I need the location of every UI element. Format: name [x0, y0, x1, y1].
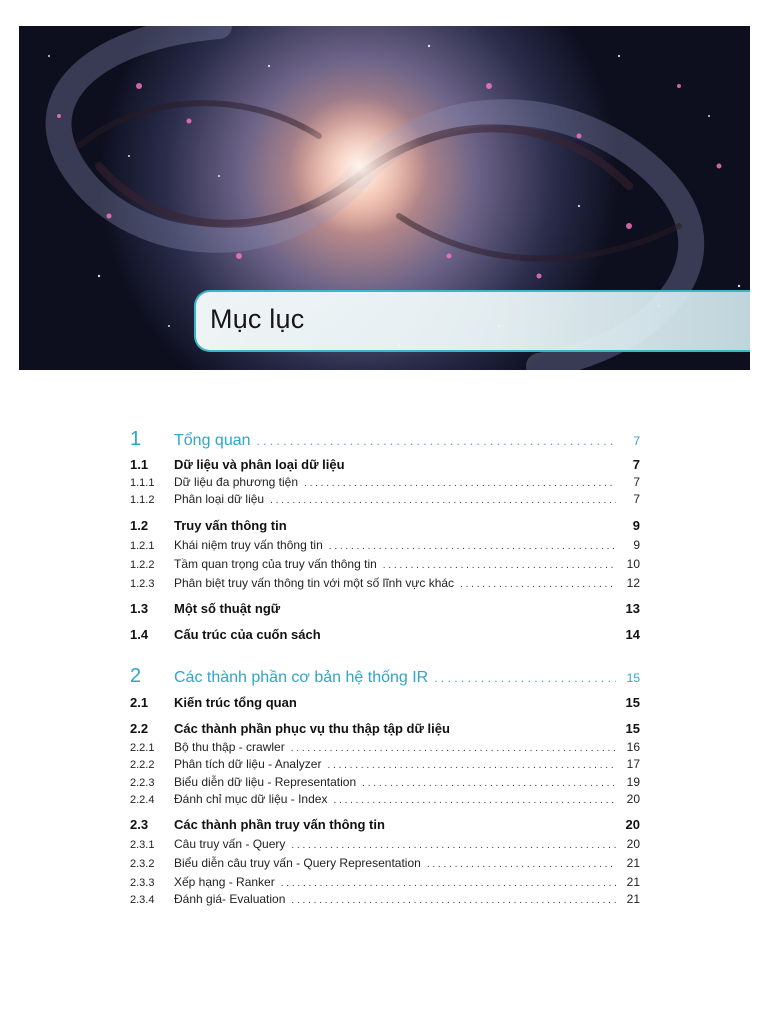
toc-number: 1.4 [130, 627, 149, 642]
toc-subsection[interactable] [130, 740, 640, 754]
toc-page-number: 21 [626, 892, 640, 906]
toc-page-number: 9 [633, 538, 640, 552]
dot-leader [304, 478, 616, 489]
title-band [194, 290, 750, 352]
dot-leader [329, 541, 616, 552]
toc-number: 1.1.2 [130, 494, 155, 506]
toc-section[interactable] [130, 817, 640, 832]
dot-leader [281, 878, 616, 889]
toc-subsection[interactable] [130, 576, 640, 590]
toc-page-number: 21 [626, 875, 640, 889]
toc-label: Truy vấn thông tin [174, 518, 287, 533]
toc-subsection[interactable] [130, 757, 640, 771]
toc-section[interactable] [130, 601, 640, 616]
toc-page-number: 20 [625, 817, 640, 832]
toc-number: 1.1.1 [130, 477, 155, 489]
toc-page-number: 9 [632, 518, 640, 533]
toc-number: 2.3.2 [130, 858, 155, 870]
dot-leader [383, 560, 616, 571]
toc-number: 2.2 [130, 721, 149, 736]
toc-subsection[interactable] [130, 775, 640, 789]
toc-chapter[interactable] [130, 665, 640, 688]
toc-page-number: 13 [625, 601, 640, 616]
toc-subsection[interactable] [130, 892, 640, 906]
toc-page-number: 7 [632, 457, 640, 472]
toc-page-number: 10 [626, 557, 640, 571]
dot-leader [291, 840, 616, 851]
toc-label: Bộ thu thập - crawler [174, 740, 285, 754]
toc-label: Phân tích dữ liệu - Analyzer [174, 757, 322, 771]
toc-page-number: 15 [625, 721, 640, 736]
toc-label: Các thành phần cơ bản hệ thống IR [174, 669, 429, 686]
toc-section[interactable] [130, 721, 640, 736]
toc-page-number: 15 [625, 695, 640, 710]
toc-subsection[interactable] [130, 792, 640, 806]
toc-label: Dữ liệu và phân loại dữ liệu [174, 457, 345, 472]
toc-number: 2.2.3 [130, 777, 155, 789]
toc-page-number: 20 [626, 837, 640, 851]
toc-section[interactable] [130, 695, 640, 710]
dot-leader [270, 495, 616, 506]
toc-number: 1.2.1 [130, 540, 155, 552]
toc-section[interactable] [130, 627, 640, 642]
toc-subsection[interactable] [130, 492, 640, 506]
toc-subsection[interactable] [130, 557, 640, 571]
toc-subsection[interactable] [130, 875, 640, 889]
toc-number: 1.2.3 [130, 578, 155, 590]
toc-page-number: 17 [626, 757, 640, 771]
toc-label: Tổng quan [174, 432, 251, 449]
toc-label: Phân biệt truy vấn thông tin với một số lĩnh vực khác [174, 576, 455, 590]
toc-page-number: 14 [625, 627, 640, 642]
toc-page-number: 21 [626, 856, 640, 870]
toc-subsection[interactable] [130, 856, 640, 870]
toc-number: 2.3.1 [130, 839, 155, 851]
toc-number: 1 [130, 428, 142, 450]
dot-leader [257, 434, 616, 448]
toc-label: Khái niệm truy vấn thông tin [174, 538, 323, 552]
toc-subsection[interactable] [130, 837, 640, 851]
toc-label: Đánh chỉ mục dữ liệu - Index [174, 792, 328, 806]
toc-page-number: 7 [633, 434, 640, 448]
toc-subsection[interactable] [130, 538, 640, 552]
toc-label: Câu truy vấn - Query [174, 837, 286, 851]
toc-number: 1.3 [130, 601, 149, 616]
toc-label: Kiến trúc tổng quan [174, 695, 297, 710]
page-title: Mục lục [210, 304, 305, 334]
toc-label: Biểu diễn dữ liệu - Representation [174, 775, 357, 789]
toc-number: 2.3.3 [130, 877, 155, 889]
dot-leader [291, 895, 616, 906]
dot-leader [434, 671, 616, 685]
toc-chapter[interactable] [130, 428, 640, 451]
toc-number: 2.2.4 [130, 794, 155, 806]
toc-label: Cấu trúc của cuốn sách [174, 627, 321, 642]
toc-number: 1.1 [130, 457, 149, 472]
toc-page-number: 16 [626, 740, 640, 754]
toc-section[interactable] [130, 518, 640, 533]
toc-label: Biểu diễn câu truy vấn - Query Representation [174, 856, 421, 870]
toc-label: Đánh giá- Evaluation [174, 892, 286, 906]
toc-number: 2 [130, 665, 142, 687]
toc-page-number: 15 [626, 671, 640, 685]
dot-leader [427, 859, 616, 870]
dot-leader [460, 579, 616, 590]
toc-number: 2.2.2 [130, 759, 155, 771]
toc-number: 2.2.1 [130, 742, 155, 754]
toc-number: 1.2.2 [130, 559, 155, 571]
toc-section[interactable] [130, 457, 640, 472]
toc-page-number: 19 [626, 775, 640, 789]
dot-leader [362, 778, 616, 789]
dot-leader [327, 760, 616, 771]
toc-page-number: 20 [626, 792, 640, 806]
toc-page-number: 7 [633, 492, 640, 506]
toc-page-number: 7 [633, 475, 640, 489]
toc-label: Xếp hạng - Ranker [174, 875, 275, 889]
toc-label: Các thành phần truy vấn thông tin [174, 817, 385, 832]
toc-label: Tầm quan trọng của truy vấn thông tin [174, 557, 377, 571]
toc-subsection[interactable] [130, 475, 640, 489]
toc-label: Một số thuật ngữ [174, 601, 281, 616]
toc-number: 2.3 [130, 817, 149, 832]
dot-leader [291, 743, 616, 754]
toc-number: 1.2 [130, 518, 149, 533]
toc-number: 2.1 [130, 695, 149, 710]
toc-number: 2.3.4 [130, 894, 155, 906]
toc-label: Phân loại dữ liệu [174, 492, 265, 506]
toc-page-number: 12 [626, 576, 640, 590]
toc-label: Các thành phần phục vụ thu thập tập dữ liệu [174, 721, 450, 736]
toc-label: Dữ liệu đa phương tiện [174, 475, 299, 489]
dot-leader [333, 795, 616, 806]
